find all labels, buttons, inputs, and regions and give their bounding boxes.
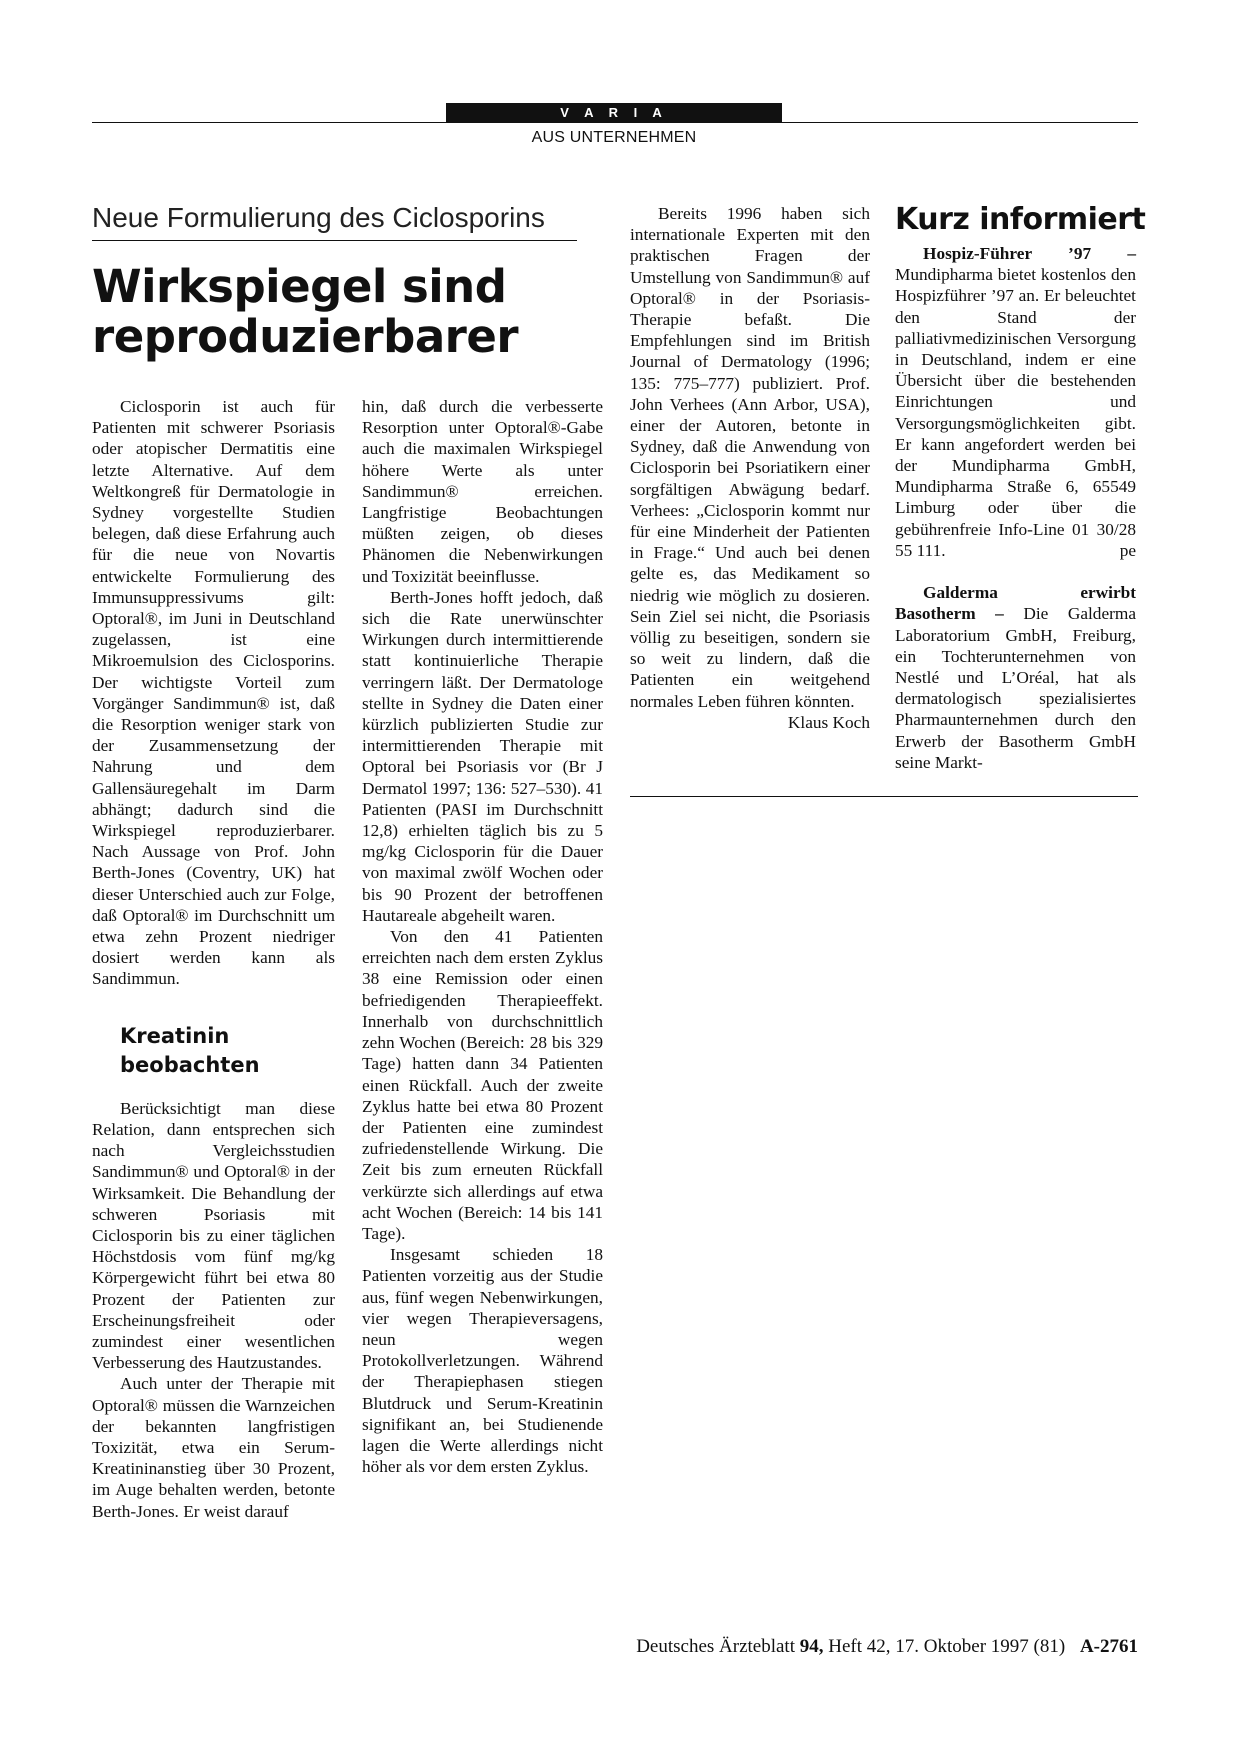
footer-issue: Heft 42, 17. Oktober 1997 (81) xyxy=(823,1636,1066,1657)
paragraph: Bereits 1996 haben sich internationale Experten mit den praktischen Fragen der Umstellung von Sandimmun® auf Optoral® in der Psoriasis-Therapie befaßt. Die Empfehlungen sind im British Journal of Dermatology (1996; 135: 775–777) publiziert. Prof. John Verhees (Ann Arbor, USA), einer der Autoren, betonte in Sydney, daß die Anwendung von Ciclosporin bei Psoriatikern einer sorgfältigen Abwägung bedarf. Verhees: „Ciclosporin kommt nur für eine Minderheit der Patienten in Frage.“ Und auch bei denen gelte es, das Medikament so niedrig wie möglich zu dosieren. Sein Ziel sei nicht, die Psoriasis völlig zu beseitigen, sondern sie so weit zu lindern, daß die Patienten ein weitgehend normales Leben führen könnten. xyxy=(630,204,870,711)
paragraph: Von den 41 Patienten erreichten nach dem ersten Zyklus 38 eine Remission oder einen befriedigenden Therapieeffekt. Innerhalb von durchschnittlich zehn Wochen (Bereich: 28 bis 329 Tage) hatten dann 34 Patienten einen Rückfall. Auch der zweite Zyklus hatte bei etwa 80 Prozent der Patienten eine zumindest zufriedenstellende Wirkung. Die Zeit bis zum erneuten Rückfall verkürzte sich allerdings auf etwa acht Wochen (Bereich: 14 bis 141 Tage). xyxy=(362,927,603,1243)
article-column-1 xyxy=(92,396,335,1522)
paragraph: Auch unter der Therapie mit Optoral® müssen die Warnzeichen der bekannten langfristigen Toxizität, etwa ein Serum-Kreatininanstieg über 30 Prozent, im Auge behalten werden, betonte Berth-Jones. Er weist darauf xyxy=(92,1374,335,1521)
article-kicker: Neue Formulierung des Ciclosporins xyxy=(92,202,545,233)
article-headline xyxy=(92,262,592,362)
news-item xyxy=(895,243,1136,561)
paragraph: Berth-Jones hofft jedoch, daß sich die Rate unerwünschter Wirkungen durch intermittierende statt kontinuierliche Therapie verringern läßt. Der Dermatologe stellte in Sydney die Daten einer kürzlich publizierten Studie zur intermittierenden Therapie mit Optoral bei Psoriasis vor (Br J Dermatol 1997; 136: 527–530). 41 Patienten (PASI im Durchschnitt 12,8) erhielten täglich bis zu 5 mg/kg Ciclosporin für die Dauer von maximal zwölf Wochen oder bis 90 Prozent der betroffenen Hautareale abgeheilt waren. xyxy=(362,587,603,925)
article-column-2 xyxy=(362,396,603,1477)
sidebar-column xyxy=(895,243,1136,773)
kicker-rule xyxy=(92,240,577,241)
paragraph: Berücksichtigt man diese Relation, dann entsprechen sich nach Vergleichsstudien Sandimmun® und Optoral® in der Wirksamkeit. Die Behandlung der schweren Psoriasis mit Ciclosporin bis zu einer täglichen Höchstdosis vom fünf mg/kg Körpergewicht führt bei etwa 80 Prozent der Patienten zur Erscheinungsfreiheit oder zumindest einer wesentlichen Verbesserung des Hautzustandes. xyxy=(92,1098,335,1373)
headline-line-2: reproduzierbarer xyxy=(92,310,519,363)
author-name: Klaus Koch xyxy=(787,712,870,732)
footer-volume: 94, xyxy=(799,1636,824,1657)
news-item xyxy=(895,582,1136,773)
paragraph: Ciclosporin ist auch für Patienten mit schwerer Psoriasis oder atopischer Dermatitis eine letzte Alternative. Auf dem Weltkongreß für Dermatologie in Sydney vorgestellte Studien belegen, daß diese Erfahrung auch für die neue von Novartis entwickelte Formulierung des Immunsuppressivums gilt: Optoral®, im Juni in Deutschland zugelassen, ist eine Mikroemulsion des Ciclosporins. Der wichtigste Vorteil zum Vorgänger Sandimmun® ist, daß die Resorption weniger stark von der Zusammensetzung der Nahrung und dem Gallensäuregehalt im Darm abhängt; dadurch sind die Wirkspiegel reproduzierbarer. Nach Aussage von Prof. John Berth-Jones (Coventry, UK) hat dieser Unterschied auch zur Folge, daß Optoral® im Durchschnitt um etwa zehn Prozent niedriger dosiert werden kann als Sandimmun. xyxy=(92,397,335,989)
column-end-rule xyxy=(630,796,1138,797)
paragraph: Insgesamt schieden 18 Patienten vorzeitig aus der Studie aus, fünf wegen Nebenwirkungen, vier wegen Therapieversagens, neun wegen Protokollverletzungen. Während der Therapiephasen stiegen Blutdruck und Serum-Kreatinin signifikant an, bei Studienende lagen die Werte allerdings nicht höher als vor dem ersten Zyklus. xyxy=(362,1245,603,1477)
section-banner xyxy=(446,103,782,122)
news-item-lead: Hospiz-Führer ’97 – xyxy=(923,244,1136,263)
page-footer xyxy=(636,1636,1138,1658)
footer-journal: Deutsches Ärzteblatt xyxy=(636,1636,800,1657)
news-item-text: Die Galderma Laboratorium GmbH, Freiburg, ein Tochterunternehmen von Nestlé und L’Oréal, hat als dermatologisch spezialisiertes Pharmaunternehmen durch den Erwerb der Basotherm GmbH seine Markt- xyxy=(895,604,1136,772)
subheading-line-1: Kreatinin xyxy=(120,1023,230,1048)
news-item-text: Mundipharma bietet kostenlos den Hospizführer ’97 an. Er beleuchtet den Stand der palliativmedizinischen Versorgung in Deutschland, indem er eine Übersicht über die bestehenden Einrichtungen und Versorgungsmöglichkeiten gibt. Er kann angefordert werden bei der Mundipharma GmbH, Mundipharma Straße 6, 65549 Limburg oder über die gebührenfreie Info-Line 01 30/28 55 111. xyxy=(895,265,1136,560)
subheading-line-2: beobachten xyxy=(120,1052,260,1077)
paragraph: hin, daß durch die verbesserte Resorption unter Optoral®-Gabe auch die maximalen Wirkspiegel höhere Werte als unter Sandimmun® erreichen. Langfristige Beobachtungen müßten zeigen, ob dieses Phänomen die Nebenwirkungen und Toxizität beeinflusse. xyxy=(362,397,603,586)
news-item-signature: pe xyxy=(1119,541,1136,561)
section-label: V A R I A xyxy=(560,105,668,120)
subheading xyxy=(120,1022,335,1080)
headline-line-1: Wirkspiegel sind xyxy=(92,260,507,313)
article-column-3 xyxy=(630,203,870,733)
subsection-label: AUS UNTERNEHMEN xyxy=(531,129,697,146)
footer-page-number: A-2761 xyxy=(1079,1636,1138,1657)
sidebar-title: Kurz informiert xyxy=(895,202,1146,237)
news-item-lead: Galderma erwirbt Basotherm – xyxy=(895,583,1136,624)
header-rule xyxy=(92,122,1138,123)
